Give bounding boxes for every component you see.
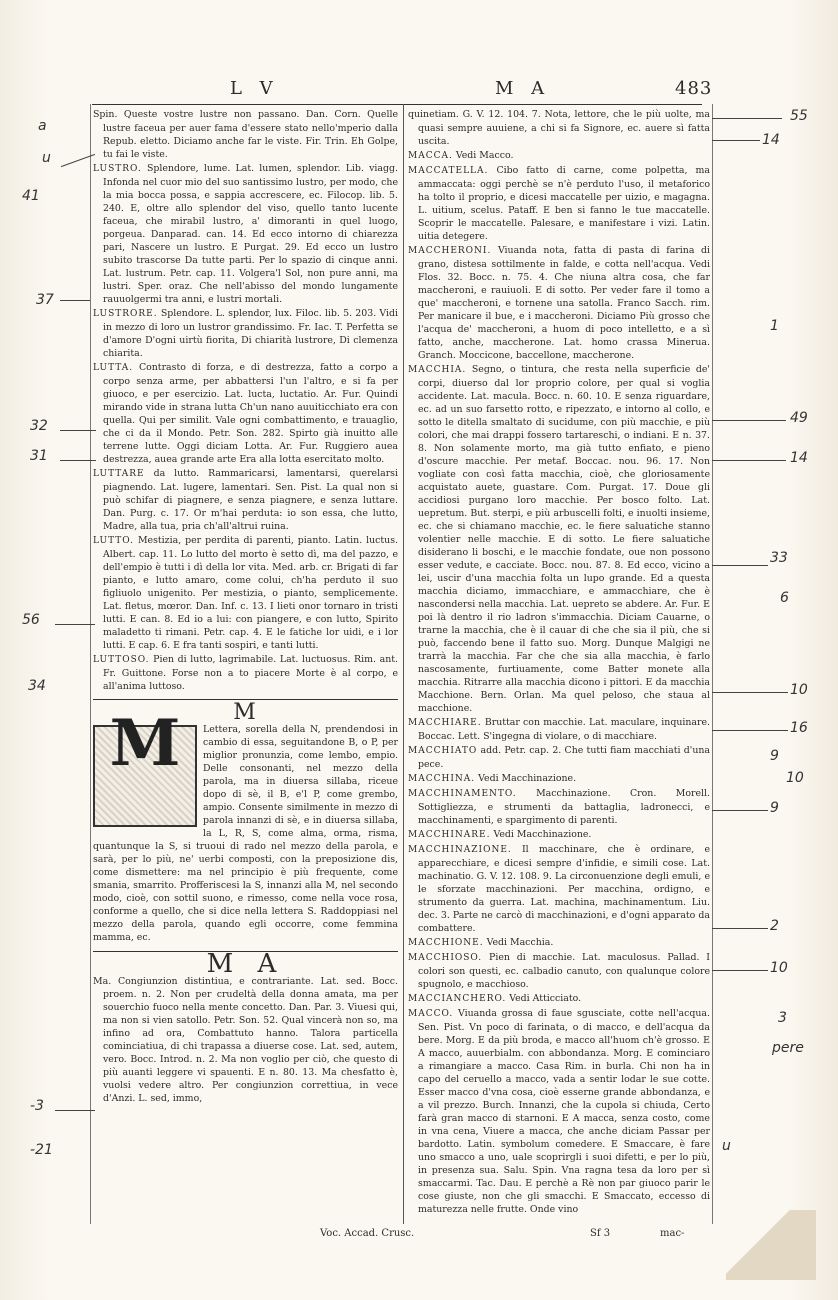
header-rule (92, 104, 702, 105)
entry-macchinamento: MACCHINAMENTO. Macchinazione. Cron. Morell. Sottigliezza, e strumenti da battaglia, ladronecci, e macchinamenti, e spargimento di parenti. (408, 788, 711, 826)
entry-lustro: LUSTRO. Splendore, lume. Lat. lumen, splendor. Lib. viagg. Infonda nel cuor mio del suo santissimo lustro, per modo, che la mia bocca possa, e sappia accrescere, ec. Filocop. lib. 5. 240. E, oltre allo splendor del viso, quello tanto lucente faceua, che mirabil lustro, a' dimoranti in quel luogo, porgeua. Danparad. can. 14. Ed ecco intorno di chiarezza pari, Nascere un lustro. E Purgat. 29. Ed ecco un lustro subito trascorse Da tutte parti. Per lo spazio di cinque anni. Lat. lustrum. Petr. cap. 11. Volgera'l Sol, non pure anni, ma lustri. Sper. oraz. Che nell'abisso del mondo lungamente rauuolgermi tra anni, e lustri mortali. (93, 163, 398, 305)
entry-lutto: LUTTO. Mestizia, per perdita di parenti, pianto. Latin. luctus. Albert. cap. 11. Lo lutto del morto è setto dì, ma del pazzo, e dell'empio è tutti i dì della lor vita. Med. arb. cr. Brigati di far pianto, e lutto amaro, come colui, ch'ha perduto il suo figliuolo unigenito. Per mestizia, o pianto, semplicemente. Lat. fletus, mœror. Dan. Inf. c. 13. I lieti onor tornaro in tristi lutti. E can. 8. Ed io a lui: con piangere, e con lutto, Spirito maladetto ti rimani. Petr. cap. 4. E le fatiche lor uidi, e i lor lutti. E cap. 6. E fra tanti sospiri, e tanti lutti. (93, 535, 399, 651)
margin-note: 9 (770, 800, 779, 816)
margin-note: 37 (36, 292, 54, 308)
header-left: L V (230, 78, 279, 99)
pencil-line (712, 420, 786, 421)
entry-macchiato: MACCHIATO add. Petr. cap. 2. Che tutti fiam macchiati d'una pece. (408, 745, 710, 770)
margin-note: -21 (30, 1142, 53, 1158)
pencil-line (712, 692, 788, 693)
pencil-line (55, 624, 95, 625)
m-section-text: Lettera, sorella della N, prendendosi in cambio di essa, seguitandone B, o P, per miglior pronunzia, come lembo, empio. Delle consonanti, nel mezzo della parola, ma in diuersa sillaba, riceue dopo di sè, il B, e'l P, come grembo, ampio. Consente similmente in mezzo di parola innanzi di sè, e in diuersa sillaba, la L, R, S, come alma, orma, risma, quantunque la S, si truoui di rado nel mezzo della parola, e sarà, per lo più, ne' uerbi composti, con la preposizione dis, come dismettere: ma nel principio è più frequente, come smania, smarrito. Profferiscesi la S, innanzi alla M, nel secondo modo, cioè, con sottil suono, e rimesso, come nella voce rosa, conforme a quello, che si dice nella lettera S. Raddoppiasi nel mezzo della parola, quando egli occorre, come femmina mamma, ec. (93, 724, 398, 943)
entry-macchiare: MACCHIARE. Bruttar con macchie. Lat. maculare, inquinare. Boccac. Lett. S'ingegna di violare, o di macchiare. (408, 717, 711, 742)
pencil-line (60, 300, 90, 301)
entry-luttoso: LUTTOSO. Pien di lutto, lagrimabile. Lat. luctuosus. Rim. ant. Fr. Guittone. Forse non a to piacere Morte è al corpo, e all'anima luttoso. (93, 654, 398, 692)
margin-note: 14 (762, 132, 780, 148)
margin-note: 55 (790, 108, 808, 124)
pencil-line (60, 460, 96, 461)
pencil-line (712, 928, 768, 929)
margin-note: 56 (22, 612, 40, 628)
page-corner-curl (726, 1210, 816, 1280)
margin-note: 14 (790, 450, 808, 466)
margin-note: u (722, 1138, 731, 1154)
entry-maccianchero: MACCIANCHERO. Vedi Atticciato. (408, 993, 582, 1004)
right-frame-rule (712, 104, 713, 1224)
pencil-line (60, 430, 96, 431)
right-column (408, 108, 710, 1223)
margin-note: a (38, 118, 47, 134)
pencil-line (712, 140, 760, 141)
margin-note: -3 (30, 1098, 44, 1114)
entry: quinetiam. G. V. 12. 104. 7. Nota, lettore, che le più uolte, ma quasi sempre auuiene, a chi si fa Signore, ec. auere sì fatta uscita. (408, 109, 710, 147)
pencil-line (712, 565, 768, 566)
margin-note: 6 (780, 590, 789, 606)
entry-macchina: MACCHINA. Vedi Macchinazione. (408, 773, 577, 784)
entry-luttare: LUTTARE da lutto. Rammaricarsi, lamentarsi, querelarsi piagnendo. Lat. lugere, lamentari. Sen. Pist. La qual non si può schifar di piagnere, e senza piagnere, e senza luttare. Dan. Purg. c. 17. Or m'hai perduta: io son essa, che lutto, Madre, alla tua, pria ch'all'altrui ruina. (93, 468, 398, 532)
margin-note: u (42, 150, 51, 166)
margin-note: 9 (770, 748, 779, 764)
margin-note: 32 (30, 418, 48, 434)
decorated-initial-m-icon: M (93, 725, 197, 827)
column-rule (403, 104, 404, 1224)
margin-note: 3 (778, 1010, 787, 1026)
entry-macco: MACCO. Viuanda grossa di faue sgusciate, cotte nell'acqua. Sen. Pist. Vn poco di farinata, o di macco, e dell'acqua da bere. Morg. E da più broda, e macco all'huom ch'è grosso. E A macco, auuerbialm. con abbondanza. Morg. E cominciaro a rimangiare a macco. Casa Rim. in burla. Chi non ha in capo del ceruello a macco, vada a sentir lodar le sue cotte. Esser macco d'vna cosa, cioè esserne grande abbondanza, e a vil prezzo. Burch. Innanzi, che la cupola si chiuda, Certo farà gran macco di starnoni. E A macca, senza costo, come in vna cena, Viuere a macca, che anche diciam Passar per bardotto. Latin. symbolum comedere. E Smaccare, è fare uno smacco a uno, uale scoprirgli i suoi difetti, e per lo più, in presenza sua. Salu. Spin. Vna ragna tesa da loro per sì smaccarmi. Tac. Dau. E perchè a Rè non par giuoco parir le cose giuste, non che gli smacchi. E Smaccato, eccesso di maturezza nelle frutte. Onde vino (408, 1008, 710, 1215)
margin-note: 41 (22, 188, 40, 204)
footer-catchword: mac- (660, 1228, 685, 1239)
margin-note: 31 (30, 448, 48, 464)
margin-note: 10 (770, 960, 788, 976)
margin-note: 1 (770, 318, 779, 334)
pencil-line (712, 730, 788, 731)
entry-maccatella: MACCATELLA. Cibo fatto di carne, come polpetta, ma ammaccata: oggi perchè se n'è perduto l'uso, il metaforico ha tolto il proprio, e dicesi maccatelle per uizio, e magagna. L. uitium, scelus. Pataff. E ben si fanno le tue maccatelle. Scoprir le maccatelle. Palesare, e manifestare i vizi. Latin. uitia detegere. (408, 165, 711, 242)
margin-note: 10 (786, 770, 804, 786)
entry-macchinare: MACCHINARE. Vedi Macchinazione. (408, 829, 592, 840)
header-center: M A (495, 78, 551, 99)
entry-macchioso: MACCHIOSO. Pien di macchie. Lat. maculosus. Pallad. I colori son questi, ec. calbadio canuto, con qualunque colore spugnolo, e macchioso. (408, 952, 710, 990)
entry-macchia: MACCHIA. Segno, o tintura, che resta nella superficie de' corpi, diuerso dal lor proprio colore, per qual si voglia accidente. Lat. macula. Bocc. n. 60. 10. E senza riguardare, ec. ad un suo farsetto rotto, e ripezzato, e intorno al collo, e sotto le ditella smaltato di sucidume, con più macchie, e più colori, che mai drappi fossero tartareschi, o indiani. E n. 37. 8. Non solamente morto, ma già tutto enfiato, e pieno d'oscure macchie. Per metaf. Boccac. nou. 96. 17. Non vogliate con così fatta macchia, cioè, che gloriosamente acquistato auete, guastare. Com. Purgat. 17. Doue gli accidiosi purgano loro macchie. Per bosco folto. Lat. uepretum. But. sterpi, e più arbuscelli folti, e inuolti insieme, ec. che si chiamano macchie, ec. le fiere saluatiche stanno volentier nelle macchie. E di sotto. Le fiere saluatiche disiderano li boschi, e le macchie fondate, oue non possono esser vedute, e cacciate. Bocc. nou. 87. 8. Ed ecco, vicino a lei, uscir d'una macchia folta un lupo grande. Ed a questa macchia diciamo, immacchiare, e ammacchiare, che è nascondersi nella macchia. Lat. uepreto se abdere. Ar. Fur. E poi là dentro il rio ladron s'immacchia. Diciam Cauarne, o trarne la macchia, che è il cauar di che che sia il più, che si può, faccendo bene il fatto suo. Morg. Dunque Malgigi ne trarrà la macchia. Far che che sia alla macchia, è farlo nascosamente, furtiuamente, come Batter monete alla macchia. Ritrarre alla macchia dicono i pittori. E da macchia Macchione. Bern. Orlan. Ma quel peloso, che staua al macchione. (408, 364, 711, 714)
page-number: 483 (675, 78, 713, 99)
footer-signature: Sf 3 (590, 1228, 611, 1239)
entry-macchione: MACCHIONE. Vedi Macchia. (408, 937, 554, 948)
pencil-line (55, 1110, 95, 1111)
pencil-line (712, 810, 768, 811)
footer-title: Voc. Accad. Crusc. (320, 1228, 415, 1239)
entry-macchinazione: MACCHINAZIONE. Il macchinare, che è ordinare, e apparecchiare, e dicesi sempre d'infidie, e simili cose. Lat. machinatio. G. V. 12. 108. 9. La circonuenzione degli emuli, e le sforzate macchinazioni. Per macchina, ordigno, e strumento da guerra. Lat. machina, machinamentum. Liu. dec. 3. Parte ne carcò di macchinazioni, e d'ogni apparato da combattere. (408, 844, 710, 934)
entry-maccheroni: MACCHERONI. Viuanda nota, fatta di pasta di farina di grano, distesa sottilmente in falde, e cotta nell'acqua. Vedi Flos. 32. Bocc. n. 75. 4. Che niuna altra cosa, che far maccheroni, e rauiuoli. E di sotto. Per veder fare il tomo a que' maccheroni, e tornene una satolla. Franco Sacch. rim. Per manicare il bue, e i maccheroni. Diciamo Più grosso che l'acqua de' maccheroni, a huom di poco intelletto, e a sì fatto, anche, maccherone. Lat. homo crassa Minerua. Granch. Moccicone, baccellone, maccherone. (408, 245, 710, 361)
left-column (93, 108, 398, 1223)
margin-note: 16 (790, 720, 808, 736)
entry-lustrore: LUSTRORE. Splendore. L. splendor, lux. Filoc. lib. 5. 203. Vidi in mezzo di loro un lustror grandissimo. Fr. Iac. T. Perfetta se d'amore D'ogni uirtù fiorita, Di chiarità lustrore, Di clemenza chiarita. (93, 308, 398, 359)
pencil-line (712, 460, 786, 461)
running-header (90, 78, 713, 102)
entry-ma: Ma. Congiunzion distintiua, e contrariante. Lat. sed. Bocc. proem. n. 2. Non per crudeltà della donna amata, ma per souerchio fuoco nella mente concetto. Dan. Par. 3. Viuesi qui, ma non si vien satollo. Petr. Son. 52. Qual vincerà non so, ma infino ad ora, Combattuto hanno. Talora particella cominciatiua, di chi trapassa a diuerse cose. Lat. sed, autem, vero. Bocc. Introd. n. 2. Ma non voglio per ciò, che questo di più auanti leggere vi spauenti. E n. 80. 13. Ma chesfatto è, vuolsi vedere altro. Per congiunzion correttiua, in vece d'Anzi. L. sed, immo, (93, 976, 398, 1104)
section-letter-m: M (233, 700, 258, 725)
entry-macca: MACCA. Vedi Macco. (408, 150, 514, 161)
section-title-ma: M A (206, 949, 285, 979)
margin-note: 34 (28, 678, 46, 694)
pencil-line (712, 118, 782, 119)
margin-note: 33 (770, 550, 788, 566)
pencil-line (712, 970, 768, 971)
entry: Spin. Queste vostre lustre non passano. Dan. Corn. Quelle lustre faceua per auer fama d'essere stato nello'mperio dalla Repub. eletto. Diciamo anche far le viste. Fir. Trin. Eh Golpe, tu fai le viste. (93, 109, 398, 160)
left-frame-rule (90, 104, 91, 1224)
margin-note: 10 (790, 682, 808, 698)
entry-lutta: LUTTA. Contrasto di forza, e di destrezza, fatto a corpo a corpo senza arme, per abbattersi l'un l'altro, e si fa per giuoco, e per esercizio. Lat. lucta, luctatio. Ar. Fur. Quindi mirando vide in strana lutta Ch'un nano auuiticchiato era con quella. Qui per similit. Vale ogni combattimento, e trauaglio, che ci da il Mondo. Petr. Son. 282. Spirto già inuitto alle terrene lutte. Oggi diciam Lotta. Ar. Fur. Ruggiero auea destrezza, auea grande arte Era alla lotta esercitato molto. (93, 362, 398, 465)
margin-note: pere (772, 1040, 804, 1056)
margin-note: 2 (770, 918, 779, 934)
margin-note: 49 (790, 410, 808, 426)
